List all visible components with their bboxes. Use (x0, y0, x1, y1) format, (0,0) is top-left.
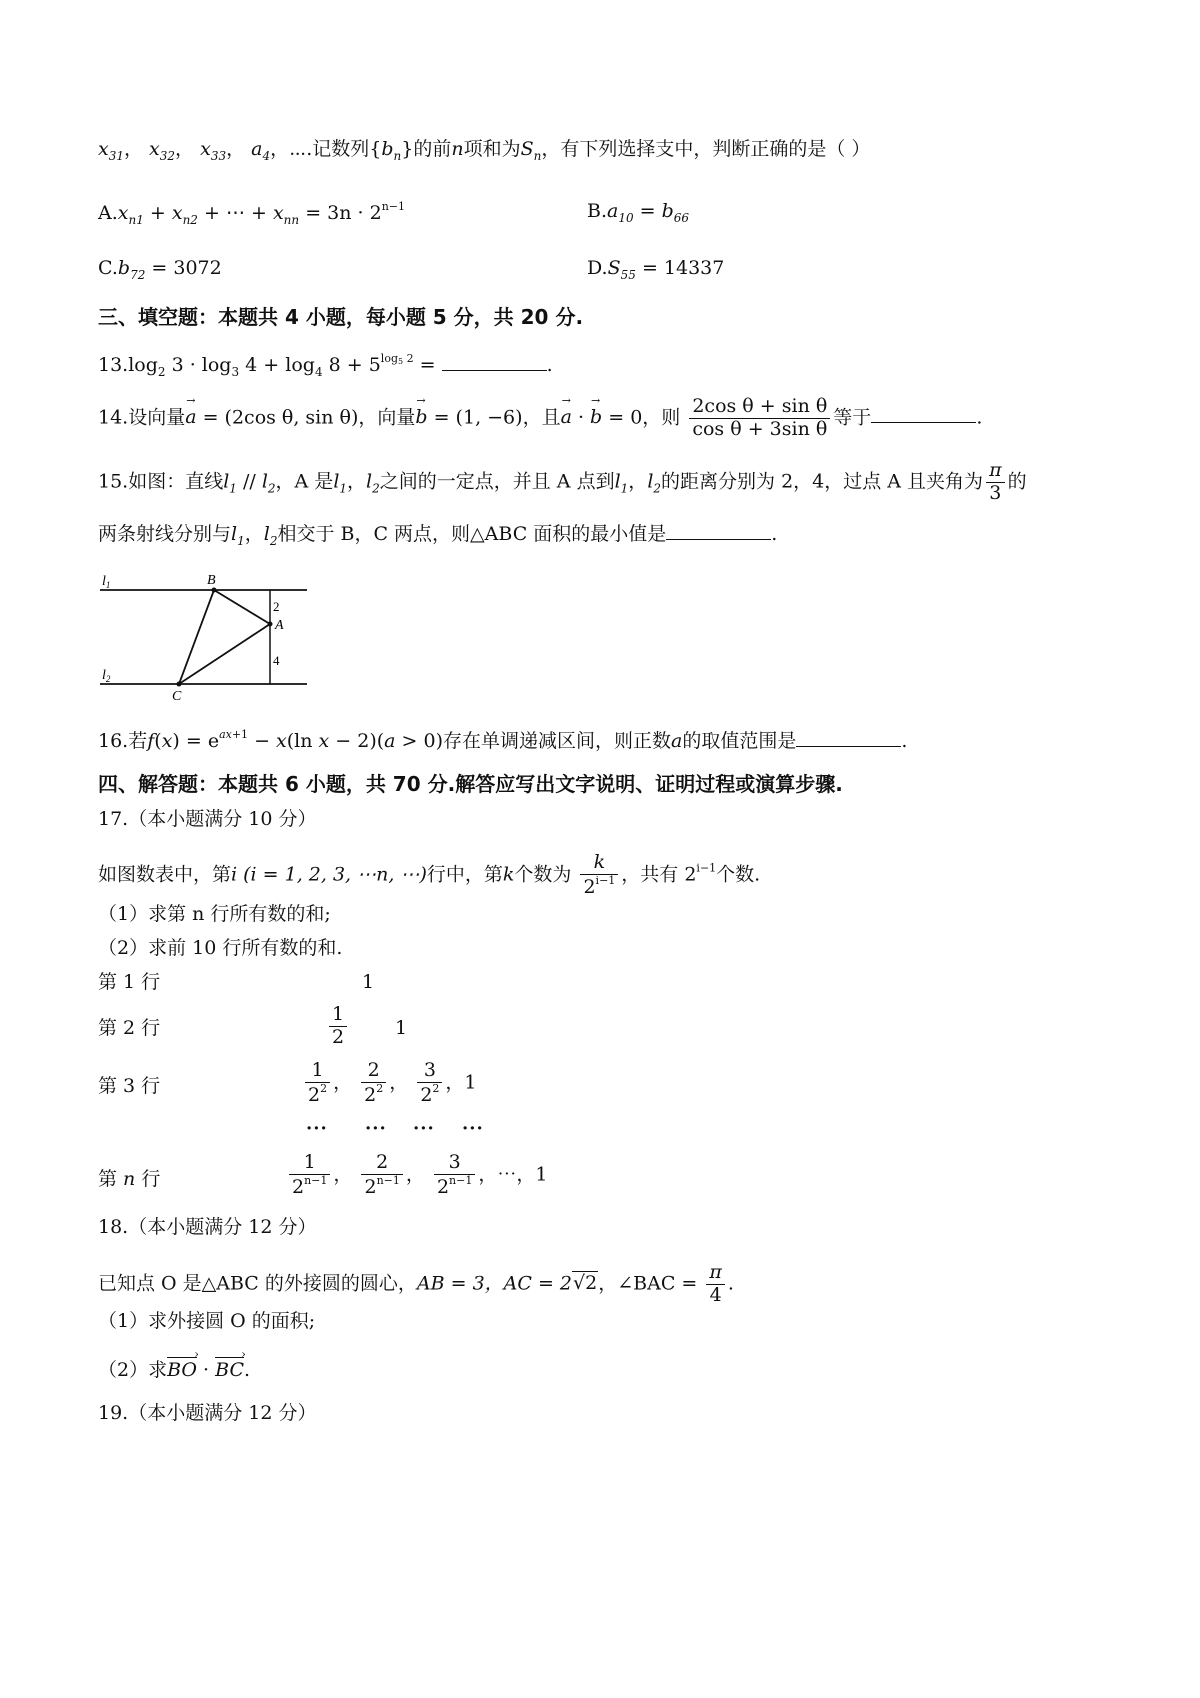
row-label-n: 第 n 行 (98, 1168, 161, 1190)
point-b (212, 588, 217, 593)
q17-stem: 如图数表中，第i (i = 1, 2, 3, ⋯n, ⋯)行中，第k个数为 $\frac{k}{2^{i-1}}$ ，共有 $2^{i-1}$个数. (98, 851, 761, 898)
parallel-lines-figure (92, 568, 332, 708)
option-a: $A.x_{n1} + x_{n2}$ + ⋯ + $x_{nn} = 3n \cdot 2^{n-1}$ (98, 200, 405, 227)
q18-sub2: （2）求BO › · BC ›. (98, 1357, 250, 1382)
question-13: $13.\log_2$ $3 \cdot \log_3 4 + \log_4 8 + 5^{log_5 2}$ = . (98, 352, 553, 379)
row2-one: 1 (395, 1017, 408, 1039)
label-4: 4 (273, 653, 280, 668)
row-label-2: 第 2 行 (98, 1017, 161, 1039)
q19-header: 19.（本小题满分 12 分） (98, 1402, 317, 1424)
answer-blank[interactable] (666, 538, 771, 540)
label-l2: $l_2$ (102, 668, 111, 684)
triangle-abc (179, 590, 270, 684)
section-3-title: 三、填空题：本题共 4 小题，每小题 5 分，共 20 分. (98, 305, 584, 329)
row1-value: 1 (362, 971, 375, 993)
answer-blank[interactable] (796, 745, 901, 747)
point-c (177, 682, 182, 687)
answer-blank[interactable] (871, 421, 976, 423)
q18-header: 18.（本小题满分 12 分） (98, 1216, 317, 1238)
dots-2: ··· (365, 1118, 387, 1139)
label-2: 2 (273, 599, 280, 614)
row-label-1: 第 1 行 (98, 971, 161, 993)
question-16: 16.若$f(x) = e^{ax+1} - x(\ln$ x − 2)(a > 0)存在单调递减区间，则正数a的取值范围是 . (98, 728, 908, 752)
row-label-3: 第 3 行 (98, 1075, 161, 1097)
label-c: C (172, 689, 182, 704)
option-d: $D.S_{55} = 14337$ (587, 257, 725, 282)
q18-stem: 已知点 O 是△ABC 的外接圆的圆心，AB = 3，AC = 2√2，∠BAC = $\frac{\pi}{4}$ . (98, 1261, 734, 1306)
rown-values: $\frac{1}{2^{n-1}}$ ， $\frac{2}{2^{n-1}}$ ， $\frac{3}{2^{n-1}}$ ，⋯，1 (286, 1152, 547, 1199)
option-b: $B.a_{10} = b_{66}$ (587, 200, 690, 225)
answer-blank[interactable] (442, 369, 547, 371)
point-a (268, 622, 273, 627)
question-15-line2: 两条射线分别与$l_1$，$l_2$相交于 B，C 两点，则△ABC 面积的最小值是 . (98, 523, 778, 548)
q14-fraction: $\frac{\text{2cos θ + sin θ}}{\text{cos θ + 3sin θ}}$ (689, 396, 830, 441)
dots-3: ··· (413, 1118, 435, 1139)
dots-4: ··· (462, 1118, 484, 1139)
question-14: 14.设向量→ a = (2cos θ, sin θ)，向量→ b = (1, −6)，且→ a · → b = 0，则 $\frac{\text{2cos θ + sin θ}}{\text{cos θ + 3sin θ}}$ 等于 . (98, 396, 982, 441)
dots-1: ··· (306, 1118, 328, 1139)
label-l1: $l_1$ (102, 574, 111, 590)
q17-sub1: （1）求第 n 行所有数的和; (98, 903, 331, 925)
q12-stem-line: $x_{31}$， $x_{32}$， $x_{33}$， $a_4$，⋯.记数列$\{b_n\}$的前n项和为$S_n$，有下列选择支中，判断正确的是（ ） (98, 138, 871, 163)
q18-sub1: （1）求外接圆 O 的面积; (98, 1310, 316, 1332)
label-a: A (275, 618, 284, 633)
row3-values: $\frac{1}{2^2}$ ， $\frac{2}{2^2}$ ， $\frac{3}{2^2}$ ，1 (302, 1060, 477, 1107)
option-c: $C.b_{72} = 3072$ (98, 257, 222, 282)
question-15-line1: 15.如图：直线$l_1 // l_2$，A 是$l_1$，$l_2$之间的一定点，并且 A 点到$l_1$，$l_2$的距离分别为 2，4，过点 A 且夹角为 $\frac{\pi}{3}$ 的 (98, 459, 1027, 504)
label-b: B (207, 573, 216, 588)
q17-header: 17.（本小题满分 10 分） (98, 808, 317, 830)
q17-sub2: （2）求前 10 行所有数的和. (98, 937, 343, 959)
row2-half: $\frac{1}{2}$ (326, 1004, 350, 1049)
section-4-title: 四、解答题：本题共 6 小题，共 70 分.解答应写出文字说明、证明过程或演算步骤. (98, 772, 843, 796)
